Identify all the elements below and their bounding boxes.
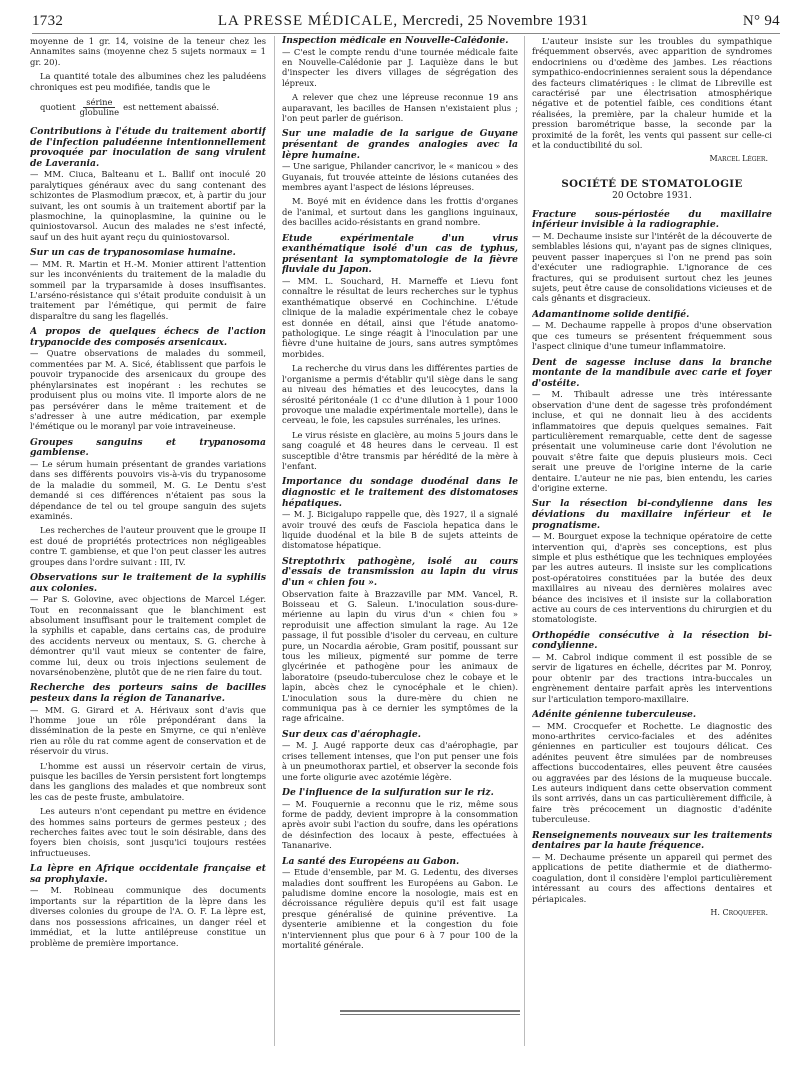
fraction-numerator: sérine [83,98,115,108]
author-signature: Marcel Léger. [709,154,768,164]
article-title: Contributions à l'étude du traitement abortif de l'infection paludéenne intentionnellement provoquée par inoculation de sang virulent de Laverania. [30,126,266,169]
article-title: Recherche des porteurs sains de bacilles pesteux dans la région de Tananarive. [30,682,266,704]
article-text: L'homme est aussi un réservoir certain de virus, puisque les bacilles de Yersin persistent fort longtemps dans les ganglions des malades et que nombreux sont les cas de peste fruste, ambulatoire. [30,760,266,802]
column-divider-2 [524,36,525,1046]
article-text: M. Boyé mit en évidence dans les frottis d'organes de l'animal, et surtout dans les ganglions inguinaux, des bacilles acido-résistants en grand nombre. [282,196,518,228]
article-text: — MM. L. Souchard, H. Marneffe et Lievu font connaître le résultat de leurs recherches sur le typhus exanthématique observé en Cochinchine. L'étude clinique de la maladie expérimentale chez le cobaye est donnée en détail, ainsi que l'étude anatomo-pathologique. Le singe réagit à l'inoculation par une fièvre d'une huitaine de jours, sans autres symptômes morbides. [282,276,518,359]
article-title: Sur la résection bi-condylienne dans les déviations du maxillaire inférieur et le prognatisme. [532,498,772,531]
column-1 [30,36,266,1074]
paragraph: La quantité totale des albumines chez les paludéens chroniques est peu modifiée, tandis que le [30,71,266,92]
article-title: Importance du sondage duodénal dans le diagnostic et le traitement des distomatoses hépatiques. [282,476,518,509]
paragraph: L'auteur insiste sur les troubles du sympathique fréquemment observés, avec apparition de syndromes endocriniens ou d'œdème des jambes. Les réactions sympathico-endocriniennes seraient sous la dépendance des facteurs climatériques : le climat de Libreville est caractérisé par une électrisation atmosphérique négative et de potentiel faible, ces conditions étant réalisées, la première, par la chaleur humide et la pression barométrique basse, la seconde par la proximité de la forêt, les vents qui passent sur celle-ci et la conductibilité du sol. [532,36,772,151]
article-text: — Etude d'ensemble, par M. G. Ledentu, des diverses maladies dont souffrent les Européens au Gabon. Le paludisme domine encore la nosologie, mais est en décroissance régulière depuis qu'il est fait usage presque généralisé de quinine préventive. La dysenterie amibienne et la congestion du foie n'interviennent plus que pour 6 à 7 pour 100 de la mortalité générale. [282,867,518,951]
paragraph: moyenne de 1 gr. 14, voisine de la teneur chez les Annamites sains (moyenne chez 5 sujets normaux = 1 gr. 20). [30,36,266,67]
article-title: Etude expérimentale d'un virus exanthématique isolé d'un cas de typhus, présentant la symptomatologie de la fièvre fluviale du Japon. [282,232,518,276]
column-3 [532,36,772,1074]
article-text: — M. J. Augé rapporte deux cas d'aérophagie, par crises tellement intenses, que l'on put penser une fois à un pneumothorax partiel, et observer la seconde fois une forte oligurie avec azotémie légère. [282,740,518,782]
article-text: — Par S. Golovine, avec objections de Marcel Léger. Tout en reconnaissant que le blanchiment est absolument insuffisant pour le traitement complet de la syphilis et capable, dans certains cas, de produire des accidents nerveux ou mentaux, S. G. cherche à démontrer qu'il vaut mieux se contenter de faire, comme lui, deux ou trois injections seulement de novarsénobenzène, plutôt que de ne rien faire du tout. [30,594,266,677]
article-text: — Quatre observations de malades du sommeil, commentées par M. A. Sicé, établissent que parfois le pouvoir trypanocide des arsenicaux du groupe des phénylarsinates est inopérant : les rechutes se produisent plus ou moins vite. Il importe alors de ne pas persévérer dans le même traitement et de s'adresser à une autre médication, par exemple l'émétique ou le moranyl par voie intraveineuse. [30,348,266,432]
society-heading: SOCIÉTÉ DE STOMATOLOGIE [561,177,743,190]
article-text: — M. Cabrol indique comment il est possible de se servir de ligatures en échelle, décrites par M. Ponroy, pour obtenir par des tractions intra-buccales un engrènement dentaire parfait après les interventions sur l'articulation temporo-maxillaire. [532,652,772,704]
article-title: A propos de quelques échecs de l'action trypanocide des composés arsenicaux. [30,326,266,348]
article-text: — M. Fouquernie a reconnu que le riz, même sous forme de paddy, devient impropre à la consommation après avoir subi l'action du soufre, dans les opérations de désinfection des locaux à peste, effectuées à Tananarive. [282,798,518,851]
article-title: Fracture sous-périostée du maxillaire inférieur invisible à la radiographie. [532,208,772,231]
article-text: — C'est le compte rendu d'une tournée médicale faite en Nouvelle-Calédonie par J. Laquièze dans le but d'inspecter les divers villages de ségrégation des lépreux. [282,46,518,88]
article-text: Les auteurs n'ont cependant pu mettre en évidence des hommes sains porteurs de germes pesteux ; des recherches faites avec tout le soin désirable, dans des foyers bien choisis, sont jusqu'ici toujours restées infructueuses. [30,806,266,858]
fraction-suffix: est nettement abaissé. [123,102,219,113]
article-title: Sur deux cas d'aérophagie. [282,728,421,740]
column-divider-1 [274,36,275,1046]
journal-name: LA PRESSE MÉDICALE, [217,13,399,29]
article-text: — M. Dechaume présente un appareil qui permet des applications de petite diathermie et de diathermo-coagulation, dont il considère l'emploi particulièrement intéressant au cours des affections dentaires et périapicales. [532,851,772,904]
article-text: Observation faite à Brazzaville par MM. Vancel, R. Boisseau et G. Saleun. L'inoculation sous-dure-mérienne au lapin du virus d'un « chien fou » reproduisit une affection simulant la rage. Au 12e passage, il fut possible d'isoler du cerveau, en culture pure, un Nocardia aérobie, Gram positif, poussant sur tous les milieux, pigmenté sur pomme de terre glycérinée et pathogène pour les animaux de laboratoire (pseudo-tuberculose chez le cobaye et le lapin, abcès chez le cynocéphale et le chien). L'inoculation sous la dure-mère du chien ne communiqua pas à ce dernier les symptômes de la rage africaine. [282,588,518,724]
article-title: Inspection médicale en Nouvelle-Calédonie. [282,36,509,46]
article-title: Orthopédie consécutive à la résection bi-condylienne. [532,629,772,652]
column-2 [282,36,518,1074]
article-text: — MM. G. Girard et A. Hérivaux sont d'avis que l'homme joue un rôle prépondérant dans la dissémination de la peste en Smyrne, ce qui n'enlève rien au rôle du rat comme agent de conservation et de réservoir du virus. [30,704,266,757]
article-title: Sur une maladie de la sarigue de Guyane présentant de grandes analogies avec la lèpre humaine. [282,128,518,161]
article-text: — M. J. Bicigalupo rappelle que, dès 1927, il a signalé avoir trouvé des œufs de Fasciola hepatica dans le liquide duodénal et la bile B de sujets atteints de distomatose hépatique. [282,509,518,551]
article-text: — M. Thibault adresse une très intéressante observation d'une dent de sagesse très profondément incluse, et qui ne donnait lieu à des accidents inflammatoires que depuis quelques semaines. Fait particulièrement remarquable, cette dent de sagesse présentait une volumineuse carie dont l'évolution ne pouvait s'être faite que depuis plusieurs mois. Ceci serait une preuve de l'origine interne de la carie dentaire. L'auteur ne nie pas, bien entendu, les caries d'origine externe. [532,389,772,493]
end-rule-thin [340,1014,520,1015]
fraction [80,98,120,117]
article-title: Adénite génienne tuberculeuse. [532,709,697,721]
article-text: — M. Bourguet expose la technique opératoire de cette intervention qui, d'après ses conceptions, est plus simple et plus esthétique que les techniques employées par les autres auteurs. Il insiste sur les complications post-opératoires constituées par la butée des deux maxillaires au niveau des dernières molaires avec béance des incisives et il insiste sur la collaboration active au cours de ces interventions du chirurgien et du stomatologiste. [532,531,772,625]
author-signature: H. Croquefer. [710,907,768,917]
article-title: La santé des Européens au Gabon. [282,855,460,867]
article-text: — M. Dechaume insiste sur l'intérêt de la découverte de semblables lésions qui, n'ayant pas de signes cliniques, peuvent passer inaperçues si l'on ne prend pas soin d'exécuter une radiographie. L'ignorance de ces fractures, qui se produisent surtout chez les jeunes sujets, peut être cause de consolidations vicieuses et de cals gênants et disgracieux. [532,230,772,304]
journal-title-line [218,13,588,30]
article-title: Streptothrix pathogène, isolé au cours d'essais de transmission au lapin du virus d'un « chien fou ». [282,555,518,588]
session-date: 20 Octobre 1931. [612,191,692,202]
article-text: — M. Dechaume rappelle à propos d'une observation que ces tumeurs se présentent fréquemment sous l'aspect clinique d'une tumeur inflammatoire. [532,320,772,352]
end-rule [340,1010,520,1012]
article-title: Sur un cas de trypanosomiase humaine. [30,247,236,259]
issue-date: Mercredi, 25 Novembre 1931 [402,13,589,29]
article-title: Dent de sagesse incluse dans la branche montante de la mandibule avec carie et foyer d'ostéite. [532,356,772,389]
fraction-formula [40,98,219,117]
article-text: — MM. Ciuca, Balteanu et L. Ballif ont inoculé 20 paralytiques généraux avec du sang contenant des schizontes de Plasmodium præcox, et, à partir du jour suivant, les ont soumis à un traitement abortif par la plasmochine, la quinoplasmine, la quinine ou le quiniostovarsol. Aucun des malades ne s'est infecté, sauf un des huit ayant reçu du quiniostovarsol. [30,169,266,242]
article-text: Les recherches de l'auteur prouvent que le groupe II est doué de propriétés protectrices non négligeables contre T. gambiense, et que l'on peut classer les autres groupes dans l'ordre suivant : III, IV. [30,525,266,567]
article-text: — M. Robineau communique des documents importants sur la répartition de la lèpre dans les diverses colonies du groupe de l'A. O. F. La lèpre est, dans nos possessions africaines, un danger réel et immédiat, et la lutte antilépreuse constitue un problème de première importance. [30,885,266,948]
page-number: 1732 [32,13,64,29]
article-text: Le virus résiste en glacière, au moins 5 jours dans le sang coagulé et 48 heures dans le cerveau. Il est susceptible d'être transmis par hérédité de la mère à l'enfant. [282,429,518,471]
article-title: Groupes sanguins et trypanosoma gambiense. [30,436,266,459]
article-title: Observations sur le traitement de la syphilis aux colonies. [30,571,266,594]
article-title: La lèpre en Afrique occidentale française et sa prophylaxie. [30,863,266,885]
issue-number: N° 94 [742,13,780,29]
article-text: — MM. R. Martin et H.-M. Monier attirent l'attention sur les inconvénients du traitement de la maladie du sommeil par la tryparsamide à doses insuffisantes. L'arséno-résistance qui s'était produite conduisit à un traitement par l'émétique, qui permit de faire disparaître du sang les flagellés. [30,258,266,321]
page-header [32,0,780,34]
fraction-denominator: globuline [79,107,120,118]
article-text: A relever que chez une lépreuse reconnue 19 ans auparavant, les bacilles de Hansen n'existaient plus ; l'on peut parler de guérison. [282,92,518,124]
article-title: Adamantinome solide dentifié. [532,308,690,320]
article-text: — Une sarigue, Philander cancrivor, le « manicou » des Guyanais, fut trouvée atteinte de lésions cutanées des membres ayant l'aspect de lésions lépreuses. [282,161,518,193]
article-title: Renseignements nouveaux sur les traitements dentaires par la haute fréquence. [532,829,772,852]
fraction-prefix: quotient [40,102,76,113]
article-text: La recherche du virus dans les différentes parties de l'organisme a permis d'établir qu'il siège dans le sang au niveau des hématies et des leucocytes, dans la sérosité péritonéale (1 cc d'une dilution à 1 pour 1000 provoque une maladie expérimentale mortelle), dans le cerveau, le foie, les capsules surrénales, les urines. [282,363,518,426]
article-text: — Le sérum humain présentant de grandes variations dans ses différents pouvoirs vis-à-vis du trypanosome de la maladie du sommeil, M. G. Le Dentu s'est demandé si ces différences n'étaient pas sous la dépendance de tel ou tel groupe sanguin des sujets examinés. [30,458,266,521]
article-text: — MM. Crocquefer et Rochette. Le diagnostic des mono-arthrites cervico-faciales et des adénites géniennes en particulier est toujours délicat. Ces adénites peuvent être simulées par de nombreuses affections buccodentaires, elles peuvent être causées ou aggravées par des lésions de la muqueuse buccale. Les auteurs indiquent dans cette observation comment ils sont arrivés, dans un cas particulièrement difficile, à faire très précocement un diagnostic d'adénite tuberculeuse. [532,720,772,825]
article-title: De l'influence de la sulfuration sur le riz. [282,787,494,799]
